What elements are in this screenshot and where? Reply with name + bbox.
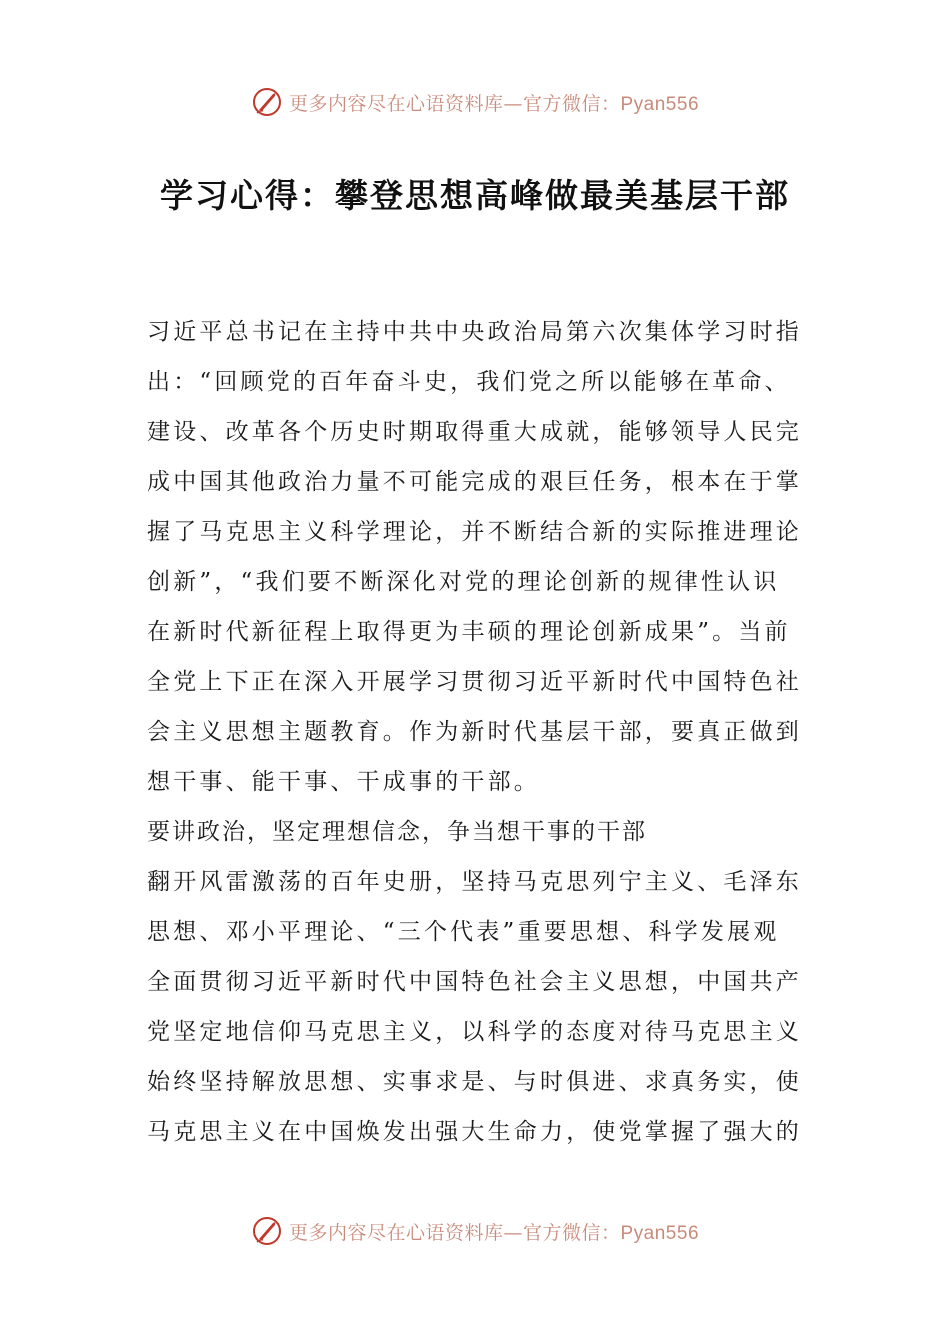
quill-pen-logo-icon [251, 86, 283, 118]
body-line: 马克思主义在中国焕发出强大生命力，使党掌握了强大的 [147, 1119, 802, 1145]
body-line: 翻开风雷激荡的百年史册，坚持马克思列宁主义、毛泽东 [147, 869, 802, 895]
body-line: 始终坚持解放思想、实事求是、与时俱进、求真务实，使 [147, 1069, 802, 1095]
body-line: 会主义思想主题教育。作为新时代基层干部，要真正做到 [147, 719, 802, 745]
document-title: 学习心得：攀登思想高峰做最美基层干部 [160, 176, 790, 215]
body-line: 在新时代新征程上取得更为丰硕的理论创新成果”。当前 [147, 619, 791, 645]
footer-watermark [0, 1211, 950, 1251]
header-watermark [0, 82, 950, 122]
body-line: 思想、邓小平理论、“三个代表”重要思想、科学发展观 [147, 919, 780, 945]
body-line: 习近平总书记在主持中共中央政治局第六次集体学习时指 [147, 319, 802, 345]
wechat-id: Pyan556 [620, 1222, 700, 1244]
document-body [147, 307, 807, 1157]
body-line: 建设、改革各个历史时期取得重大成就，能够领导人民完 [147, 419, 802, 445]
body-line: 想干事、能干事、干成事的干部。 [147, 769, 540, 795]
body-line: 出：“回顾党的百年奋斗史，我们党之所以能够在革命、 [147, 369, 791, 395]
watermark-text: 更多内容尽在心语资料库—官方微信：Pyan556 [288, 92, 700, 115]
body-line: 创新”，“我们要不断深化对党的理论创新的规律性认识 [147, 569, 780, 595]
body-line: 党坚定地信仰马克思主义，以科学的态度对待马克思主义 [147, 1019, 802, 1045]
body-line: 握了马克思主义科学理论，并不断结合新的实际推进理论 [147, 519, 802, 545]
body-line: 全党上下正在深入开展学习贯彻习近平新时代中国特色社 [147, 669, 802, 695]
section-heading: 要讲政治，坚定理想信念，争当想干事的干部 [147, 819, 647, 845]
quill-pen-logo-icon [251, 1215, 283, 1247]
watermark-text: 更多内容尽在心语资料库—官方微信：Pyan556 [288, 1221, 700, 1244]
body-line: 成中国其他政治力量不可能完成的艰巨任务，根本在于掌 [147, 469, 802, 495]
body-line: 全面贯彻习近平新时代中国特色社会主义思想，中国共产 [147, 969, 802, 995]
wechat-id: Pyan556 [620, 93, 700, 115]
